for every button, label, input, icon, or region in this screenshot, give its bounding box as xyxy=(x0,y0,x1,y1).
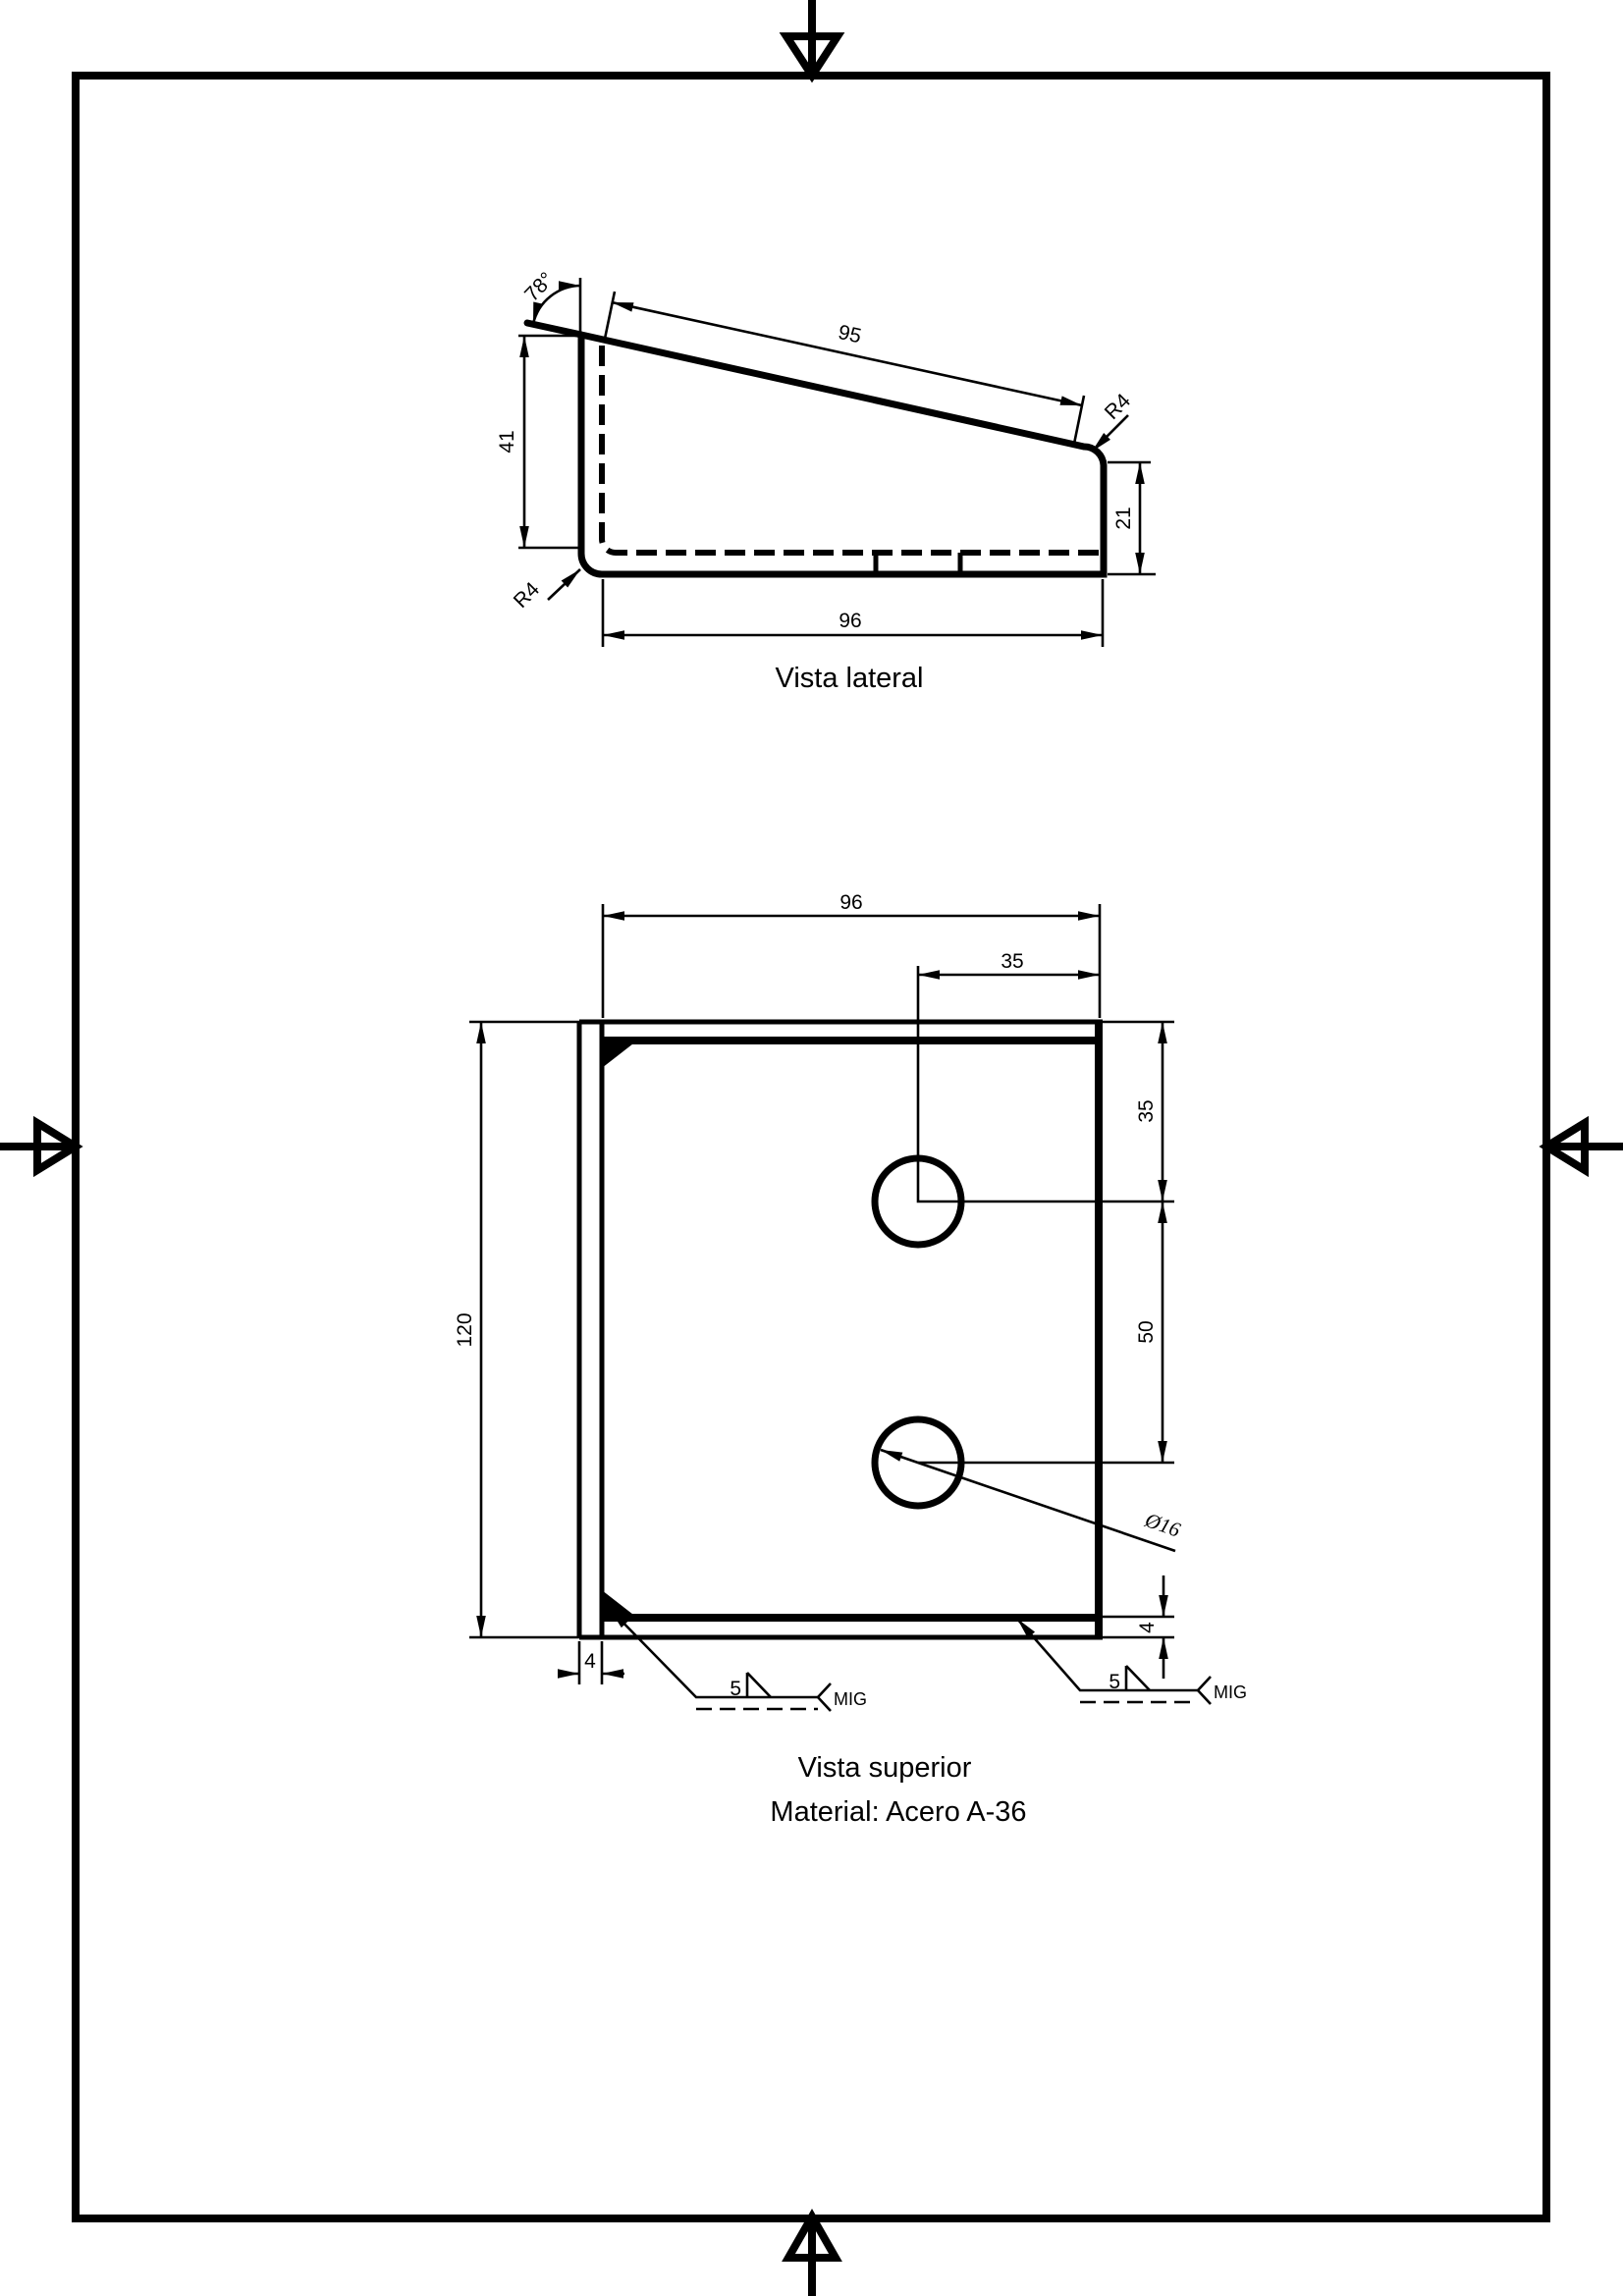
weld-tail-icon xyxy=(818,1683,831,1711)
weld-right-size-label: 5 xyxy=(1109,1671,1120,1693)
weld-left-process-label: MIG xyxy=(834,1689,867,1709)
top-dim-hole-offset-x-label: 35 xyxy=(1001,950,1024,973)
border-rect xyxy=(76,76,1546,2218)
centering-mark-top-icon xyxy=(786,0,838,76)
weld-bead-bottom-icon xyxy=(602,1590,637,1618)
top-dim-hole-spacing xyxy=(1135,1201,1167,1463)
top-view xyxy=(454,891,1247,1828)
top-dim-thickness-bottom-label: 4 xyxy=(1136,1622,1159,1633)
side-view-title: Vista lateral xyxy=(775,663,924,694)
centering-mark-left-icon xyxy=(0,1123,76,1170)
top-dim-depth xyxy=(454,1022,579,1637)
side-view-hidden-contour xyxy=(602,346,1099,553)
fillet-weld-symbol-icon xyxy=(747,1673,771,1697)
side-radius-top-right xyxy=(1089,390,1136,455)
weld-tail-icon xyxy=(1198,1677,1211,1704)
material-note: Material: Acero A-36 xyxy=(770,1796,1027,1828)
side-dim-angle-label: 78° xyxy=(520,268,559,306)
side-dim-height-right-label: 21 xyxy=(1112,507,1135,530)
side-view-outline xyxy=(581,335,1104,574)
side-view-slope-extension xyxy=(527,323,581,335)
top-dim-thickness-left-label: 4 xyxy=(584,1650,596,1673)
top-dim-width xyxy=(603,891,1100,1018)
weld-right-process-label: MIG xyxy=(1214,1682,1247,1702)
hole-diameter-label: Ø16 xyxy=(1142,1508,1184,1542)
top-dim-thickness-bottom xyxy=(1103,1575,1174,1679)
top-dim-hole-spacing-label: 50 xyxy=(1135,1320,1158,1344)
hole-diameter-callout xyxy=(879,1445,1183,1551)
centering-mark-bottom-icon xyxy=(788,2216,836,2296)
top-dim-hole-offset-y xyxy=(1103,1022,1174,1201)
top-dim-hole-offset-x xyxy=(918,950,1100,980)
weld-callout-right xyxy=(1013,1616,1247,1704)
side-dim-height-left xyxy=(496,336,583,548)
side-dim-height-right xyxy=(1108,462,1156,574)
top-dim-hole-offset-y-label: 35 xyxy=(1135,1099,1158,1123)
side-dim-slope-length-label: 95 xyxy=(836,320,864,348)
top-view-title: Vista superior xyxy=(797,1752,972,1784)
top-dim-thickness-left xyxy=(558,1641,624,1684)
centering-mark-right-icon xyxy=(1546,1123,1623,1170)
side-radius-bottom-left xyxy=(510,565,583,613)
side-dim-slope-length xyxy=(605,292,1084,444)
side-view xyxy=(496,268,1156,694)
side-dim-width xyxy=(603,579,1103,647)
side-radius-top-right-label: R4 xyxy=(1100,389,1136,425)
top-dim-width-label: 96 xyxy=(839,891,863,914)
top-dim-depth-label: 120 xyxy=(454,1312,476,1348)
hole-upper-centerlines xyxy=(918,966,1174,1201)
side-dim-height-left-label: 41 xyxy=(496,430,518,454)
side-dim-width-label: 96 xyxy=(839,610,862,632)
weld-left-size-label: 5 xyxy=(730,1678,741,1700)
fillet-weld-symbol-icon xyxy=(1126,1666,1150,1690)
weld-bead-top-icon xyxy=(602,1041,637,1068)
side-radius-bottom-left-label: R4 xyxy=(509,577,545,614)
